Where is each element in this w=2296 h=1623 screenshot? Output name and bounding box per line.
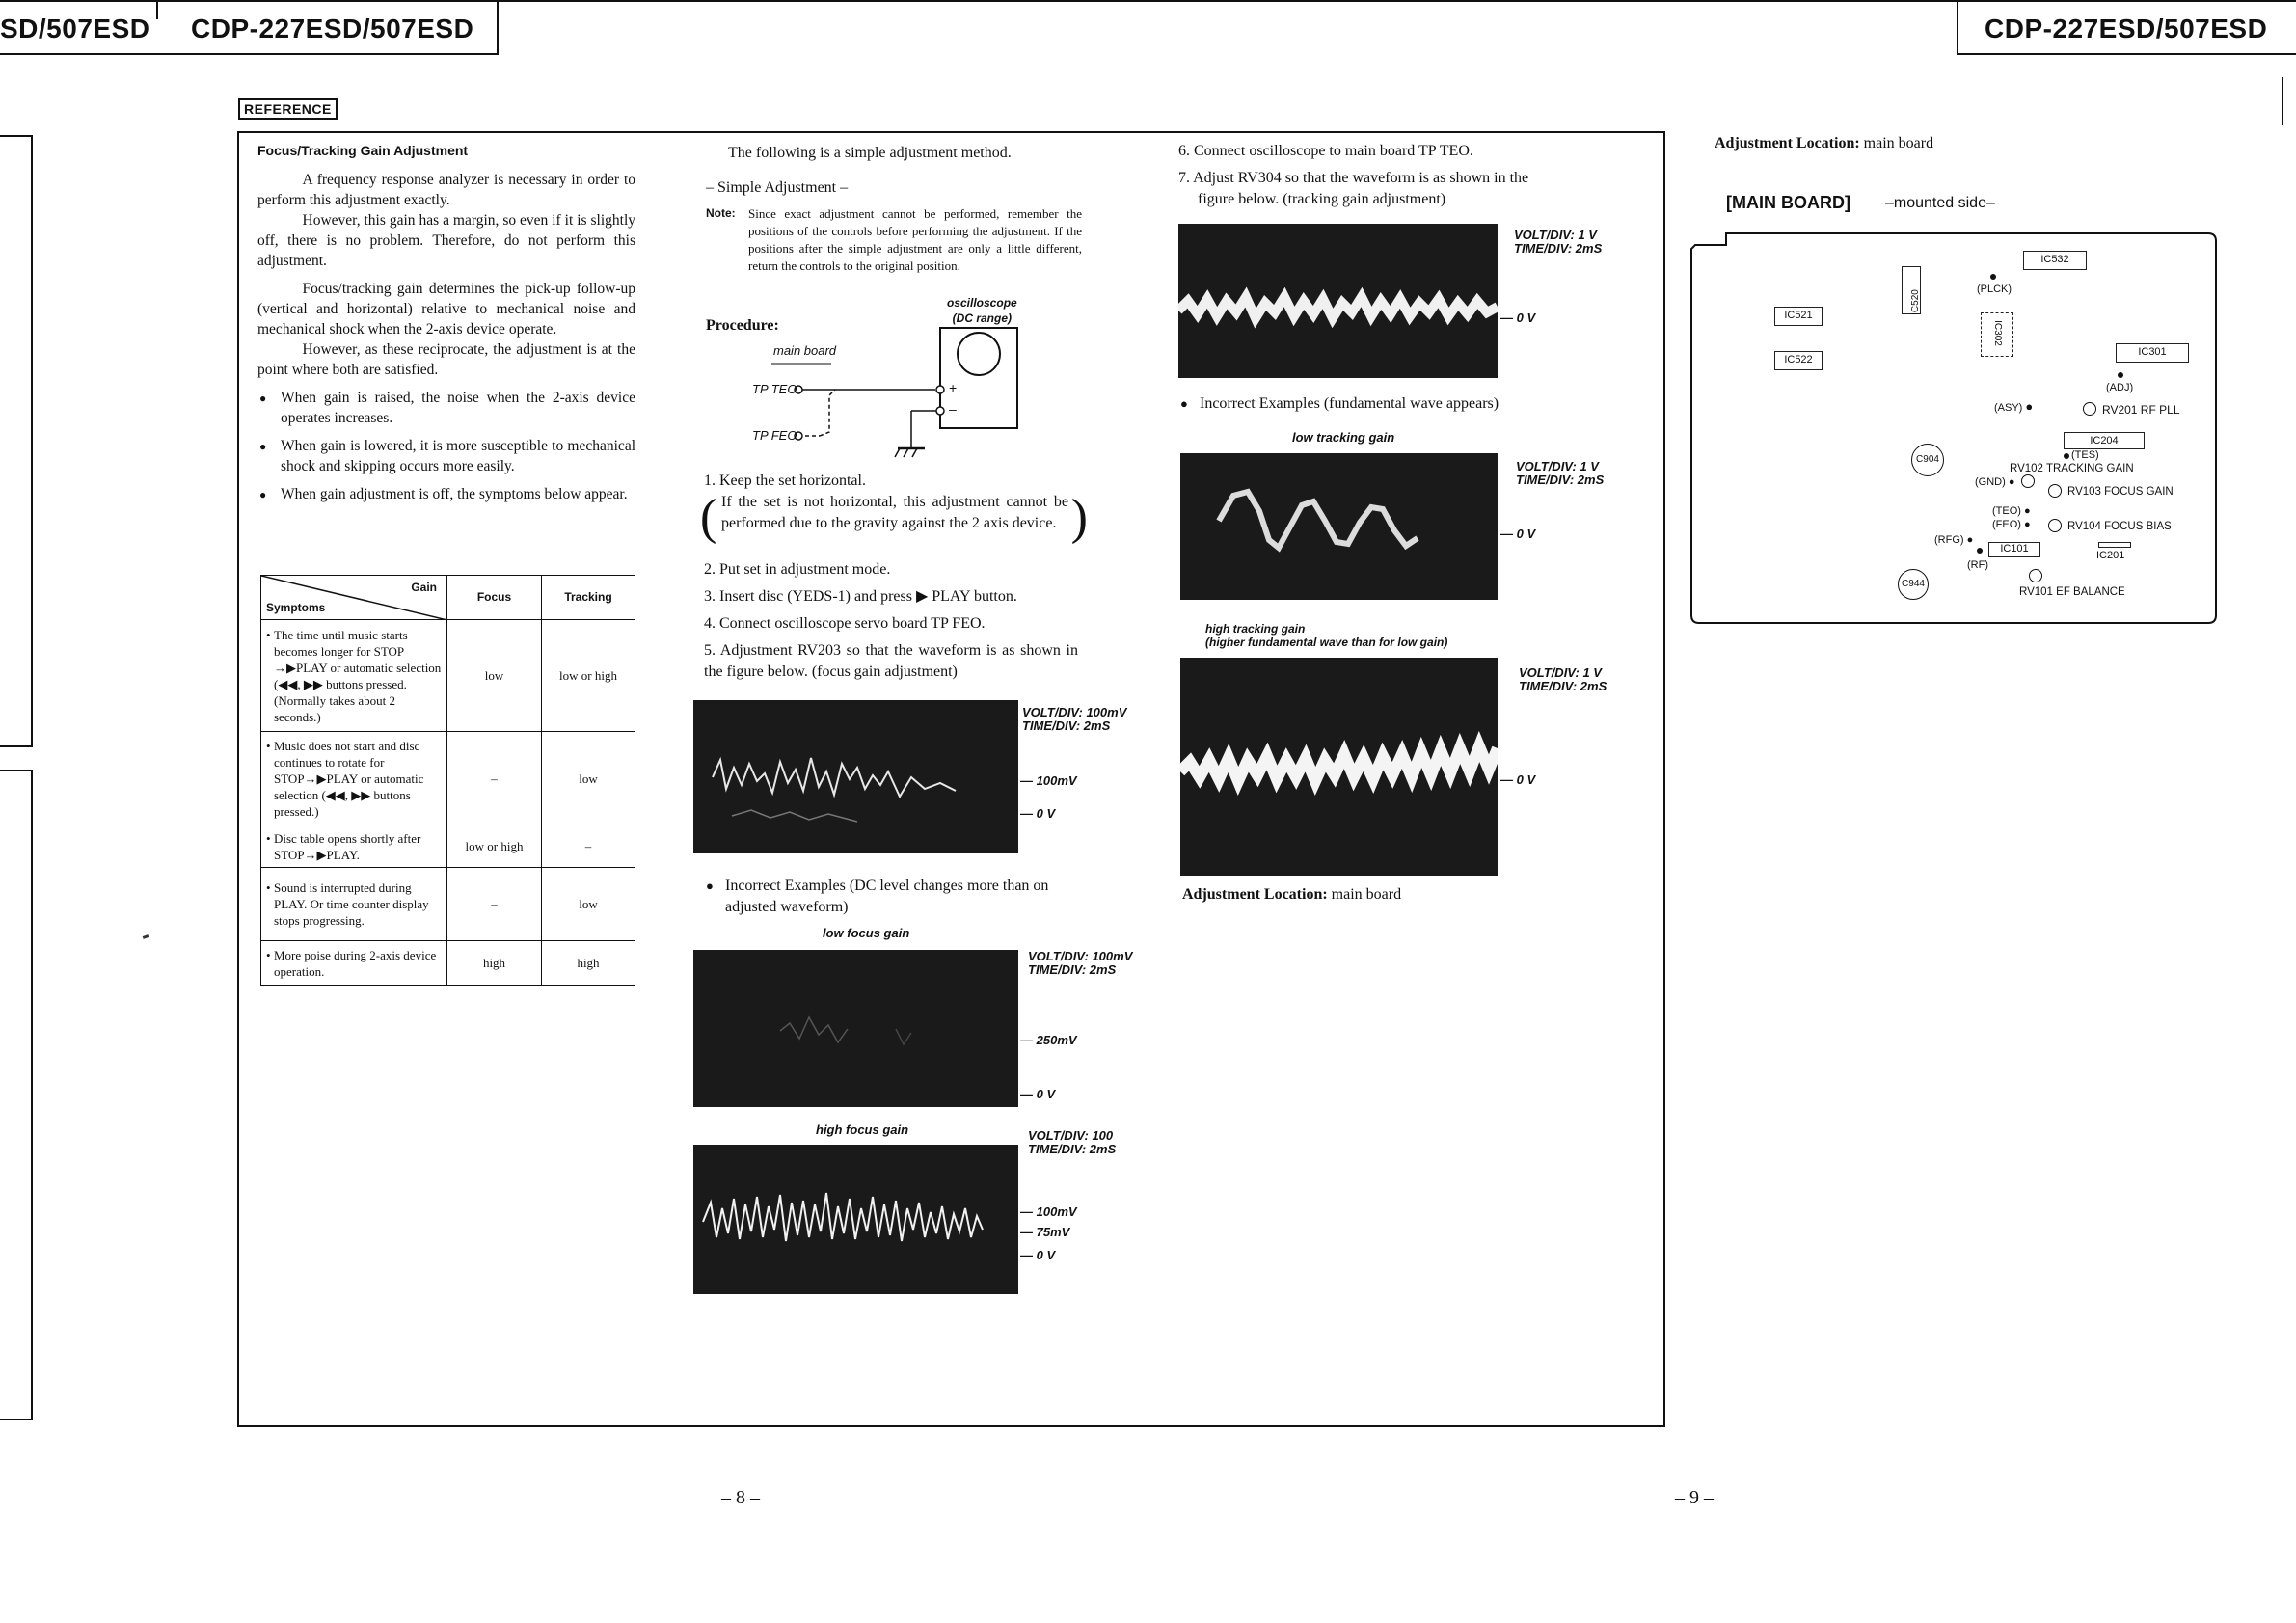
gnd-label: (GND) ● — [1975, 476, 2015, 488]
focus-scope3-100mv: — 100mV — [1020, 1204, 1077, 1219]
tracking-scope2-0v: — 0 V — [1500, 527, 1536, 541]
rv102-pot — [2021, 474, 2035, 488]
focus-cell: high — [447, 941, 542, 986]
step-3: 3. Insert disc (YEDS-1) and press ▶ PLAY button. — [704, 588, 1017, 605]
adj-label: (ADJ) — [2106, 382, 2134, 393]
tracking-scope2-time: TIME/DIV: 2mS — [1516, 473, 1605, 487]
step-7: 7. Adjust RV304 so that the waveform is as shown in the figure below. (tracking gain adjustment) — [1178, 170, 1529, 207]
rv103-label: RV103 FOCUS GAIN — [2067, 486, 2174, 498]
table-corner — [261, 576, 447, 620]
tracking-scope1-volt: VOLT/DIV: 1 V — [1514, 228, 1597, 242]
note-label: Note: — [706, 206, 736, 220]
header-focus: Focus — [447, 576, 542, 620]
tp-feo-label: TP FEO — [752, 428, 797, 443]
rv104-label: RV104 FOCUS BIAS — [2067, 521, 2172, 532]
focus-scope2-250mv: — 250mV — [1020, 1033, 1077, 1047]
bullet-gain-lowered: ● When gain is lowered, it is more susceptible to mechanical shock and skipping occurs more easily. — [281, 436, 635, 476]
plus-terminal: + — [949, 380, 958, 395]
low-focus-gain-label: low focus gain — [823, 926, 910, 940]
symptom-cell: • Sound is interrupted during PLAY. Or time counter display stops progressing. — [261, 868, 447, 941]
main-board-title: [MAIN BOARD] — [1726, 193, 1850, 212]
paragraph-2: However, this gain has a margin, so even if it is slightly off, there is no problem. Therefore, do not perform this adjustment. — [257, 212, 635, 269]
rfg-label: (RFG) ● — [1934, 534, 1974, 546]
waveform-trace — [1180, 658, 1498, 876]
focus-waveform-high — [693, 1145, 1018, 1294]
rf-label: (RF) — [1967, 559, 1988, 571]
page-number-left: – 8 – — [721, 1487, 760, 1508]
bullet-gain-off: ● When gain adjustment is off, the symptoms below appear. — [281, 484, 635, 504]
tracking-cell: low or high — [542, 620, 635, 732]
focus-scope2-0v: — 0 V — [1020, 1087, 1056, 1101]
focus-scope3-volt: VOLT/DIV: 100 — [1028, 1128, 1114, 1143]
bullet-gain-raised: ● When gain is raised, the noise when the 2-axis device operates increases. — [281, 388, 635, 428]
table-row — [261, 941, 635, 986]
focus-waveform-correct — [693, 700, 1018, 853]
main-board-outline — [1688, 226, 2218, 631]
waveform-trace — [693, 1145, 1018, 1294]
tracking-cell: high — [542, 941, 635, 986]
step-5: 5. Adjustment RV203 so that the waveform is as shown in the figure below. (focus gain adjustment) — [704, 642, 1078, 680]
intro-text: The following is a simple adjustment method. — [728, 145, 1012, 161]
rv201-pot — [2083, 402, 2096, 416]
c944-capacitor: C944 — [1898, 569, 1929, 600]
tracking-scope1-time: TIME/DIV: 2mS — [1514, 241, 1603, 256]
scan-speck — [143, 934, 149, 939]
column-focus-tracking — [257, 143, 635, 504]
plck-testpoint — [1990, 274, 1996, 280]
high-focus-gain-label: high focus gain — [816, 1123, 909, 1137]
oscilloscope-label: oscilloscope (DC range) — [947, 296, 1017, 325]
tracking-scope3-volt: VOLT/DIV: 1 V — [1519, 665, 1602, 680]
step-4: 4. Connect oscilloscope servo board TP FEO. — [704, 615, 986, 632]
paragraph-1: A frequency response analyzer is necessary in order to perform this adjustment exactly. — [257, 172, 635, 208]
ic532-chip: IC532 — [2023, 251, 2087, 270]
rv101-label: RV101 EF BALANCE — [2019, 586, 2125, 598]
corner-gain: Gain — [411, 581, 437, 594]
focus-cell: – — [447, 868, 542, 941]
waveform-trace — [1178, 224, 1498, 378]
focus-scope1-100mv: — 100mV — [1020, 773, 1077, 788]
waveform-trace — [1180, 453, 1498, 600]
tracking-waveform-correct — [1178, 224, 1498, 378]
step-2: 2. Put set in adjustment mode. — [704, 561, 891, 578]
header-right-title: CDP-227ESD/507ESD — [1985, 14, 2268, 43]
tracking-scope2-volt: VOLT/DIV: 1 V — [1516, 459, 1599, 473]
waveform-trace — [693, 700, 1018, 853]
focus-cell: low or high — [447, 825, 542, 868]
rf-testpoint — [1977, 548, 1983, 554]
focus-waveform-low — [693, 950, 1018, 1107]
feo-label: (FEO) ● — [1992, 519, 2031, 530]
tracking-scope1-0v: — 0 V — [1500, 311, 1536, 325]
focus-scope2-time: TIME/DIV: 2mS — [1028, 962, 1117, 977]
table-row — [261, 868, 635, 941]
focus-scope1-0v: — 0 V — [1020, 806, 1056, 821]
ic520-chip: IC520 — [1902, 266, 1921, 314]
table-row — [261, 620, 635, 732]
symptom-cell: • Music does not start and disc continues to rotate for STOP→▶PLAY or automatic selection (◀◀, ▶▶ buttons pressed.) — [261, 732, 447, 825]
tracking-incorrect-examples: ● Incorrect Examples (fundamental wave appears) — [1180, 395, 1499, 412]
header-tracking: Tracking — [542, 576, 635, 620]
board-outline-shape — [1688, 226, 2218, 631]
ic204-chip: IC204 — [2064, 432, 2145, 449]
page-number-right: – 9 – — [1675, 1487, 1714, 1508]
ic101-chip: IC101 — [1988, 542, 2040, 557]
focus-scope1-time: TIME/DIV: 2mS — [1022, 718, 1111, 733]
tp-teo-label: TP TEO — [752, 382, 797, 396]
side-fragment-top — [0, 135, 33, 747]
rv101-pot — [2029, 569, 2042, 582]
section-title: Focus/Tracking Gain Adjustment — [257, 143, 469, 158]
tracking-cell: low — [542, 732, 635, 825]
focus-scope3-0v: — 0 V — [1020, 1248, 1056, 1262]
step-1-note: ( If the set is not horizontal, this adjustment cannot be performed due to the gravity against the 2 axis device. ) — [700, 490, 1088, 545]
corner-symptoms: Symptoms — [266, 601, 326, 614]
minus-terminal: – — [949, 401, 957, 417]
board-adjustment-location: Adjustment Location: main board — [1715, 135, 1934, 151]
focus-cell: low — [447, 620, 542, 732]
symptom-cell: • More poise during 2-axis device operation. — [261, 941, 447, 986]
rv103-pot — [2048, 484, 2062, 498]
focus-scope1-volt: VOLT/DIV: 100mV — [1022, 705, 1127, 719]
note-text: Since exact adjustment cannot be performed, remember the positions of the controls before performing the adjustment. If the positions after the simple adjustment are only a little different, return the controls to the original position. — [748, 206, 1082, 273]
symptom-cell: • Disc table opens shortly after STOP→▶PLAY. — [261, 825, 447, 868]
rv104-pot — [2048, 519, 2062, 532]
step-6: 6. Connect oscilloscope to main board TP TEO. — [1178, 143, 1473, 159]
teo-label: (TEO) ● — [1992, 505, 2031, 517]
tes-testpoint — [2064, 453, 2069, 459]
step-1: 1. Keep the set horizontal. — [704, 473, 866, 489]
header-left-divider — [156, 0, 158, 19]
symptoms-table — [260, 575, 635, 986]
focus-scope2-volt: VOLT/DIV: 100mV — [1028, 949, 1133, 963]
focus-scope3-time: TIME/DIV: 2mS — [1028, 1142, 1117, 1156]
header-left-title: CDP-227ESD/507ESD — [191, 14, 474, 43]
probe-diagram — [743, 289, 1022, 463]
main-board-label: main board — [773, 343, 837, 358]
table-row — [261, 732, 635, 825]
symptom-cell: • The time until music starts becomes longer for STOP →▶PLAY or automatic selection (◀◀, ▶▶ buttons pressed. (Normally takes about 2 seconds.) — [261, 620, 447, 732]
ic201-label: IC201 — [2096, 550, 2125, 561]
main-board-subtitle: –mounted side– — [1885, 195, 1995, 211]
ic521-chip: IC521 — [1774, 307, 1823, 326]
tracking-scope3-time: TIME/DIV: 2mS — [1519, 679, 1607, 693]
high-tracking-gain-label: high tracking gain (higher fundamental wave than for low gain) — [1205, 622, 1448, 649]
tes-label: (TES) — [2071, 449, 2099, 461]
paragraph-4: However, as these reciprocate, the adjustment is at the point where both are satisfied. — [257, 341, 635, 378]
reference-label: REFERENCE — [238, 98, 338, 120]
simple-adjustment-heading: – Simple Adjustment – — [706, 179, 849, 196]
right-edge-mark — [2282, 77, 2283, 125]
tracking-scope3-0v: — 0 V — [1500, 772, 1536, 787]
paragraph-3: Focus/tracking gain determines the pick-up follow-up (vertical and horizontal) relative to mechanical noise and mechanical shock when the 2-axis device operate. — [257, 281, 635, 338]
tracking-waveform-high — [1180, 658, 1498, 876]
procedure-label: Procedure: — [706, 317, 779, 334]
tracking-adjustment-location: Adjustment Location: main board — [1182, 886, 1402, 903]
ic302-chip: IC302 — [1981, 312, 2013, 357]
ic522-chip: IC522 — [1774, 351, 1823, 370]
waveform-trace — [693, 950, 1018, 1107]
rv201-label: RV201 RF PLL — [2102, 403, 2180, 417]
low-tracking-gain-label: low tracking gain — [1292, 430, 1395, 445]
ic201-chip — [2098, 542, 2131, 548]
ic301-chip: IC301 — [2116, 343, 2189, 363]
tracking-cell: – — [542, 825, 635, 868]
side-fragment-bottom — [0, 770, 33, 1420]
tracking-cell: low — [542, 868, 635, 941]
plck-label: (PLCK) — [1977, 284, 2012, 295]
c904-capacitor: C904 — [1911, 444, 1944, 476]
focus-scope3-75mv: — 75mV — [1020, 1225, 1070, 1239]
rv102-label: RV102 TRACKING GAIN — [2010, 463, 2134, 474]
focus-cell: – — [447, 732, 542, 825]
focus-incorrect-examples: ● Incorrect Examples (DC level changes more than on adjusted waveform) — [706, 878, 1049, 915]
adj-testpoint — [2118, 372, 2123, 378]
asy-label: (ASY) ● — [1994, 399, 2034, 414]
tracking-waveform-low — [1180, 453, 1498, 600]
table-row — [261, 825, 635, 868]
header-left-partial: SD/507ESD — [0, 14, 150, 43]
